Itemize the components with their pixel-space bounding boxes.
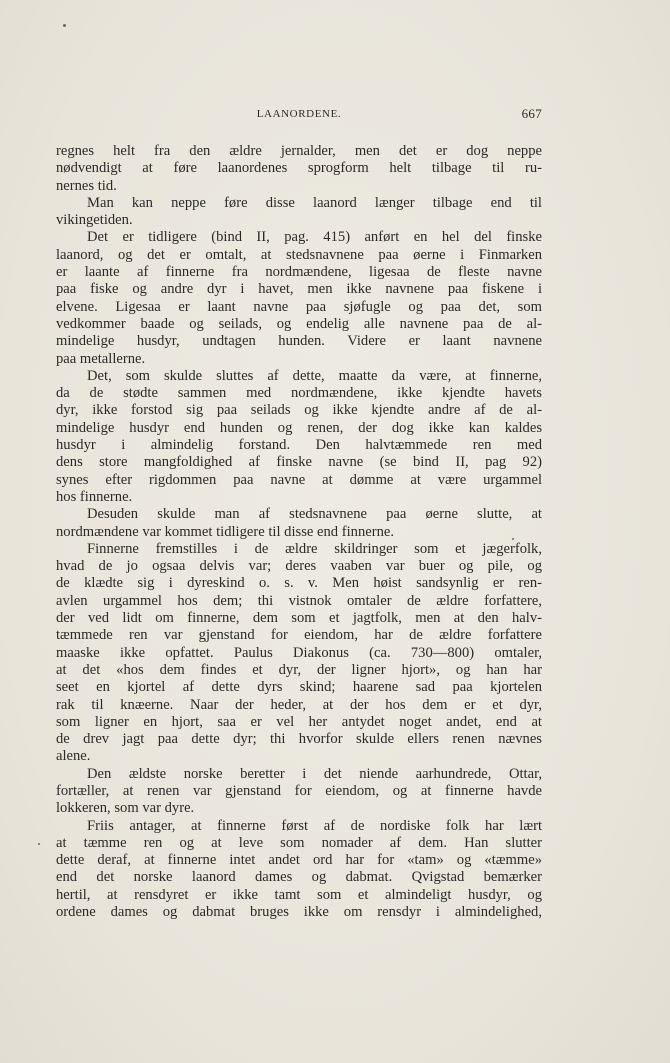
text-line: der ved lidt om finnerne, dem som et jagtfolk, men at den halv- — [56, 610, 542, 627]
text-line: er laante af finnerne fra nordmændene, ligesaa de fleste navne — [56, 264, 542, 281]
text-line: paa fiske og andre dyr i havet, men ikke navnene paa fiskene i — [56, 281, 542, 298]
text-line: tæmmede ren var gjenstand for eiendom, har de ældre forfattere — [56, 627, 542, 644]
text-line: ordene dames og dabmat bruges ikke om rensdyr i almindelighed, — [56, 904, 542, 921]
text-line: laanord, og det er omtalt, at stedsnavnene paa øerne i Finmarken — [56, 246, 542, 263]
text-line: lokkeren, som var dyre. — [56, 800, 195, 817]
text-line: alene. — [56, 748, 91, 765]
text-line: husdyr i almindelig forstand. Den halvtæmmede ren med — [56, 437, 542, 454]
text-line: som ligner en hjort, saa er vel her antydet noget andet, end at — [56, 713, 542, 730]
text-line: end det norske laanord dames og dabmat. Qvigstad bemærker — [56, 869, 542, 886]
text-line: at det «hos dem findes et dyr, der ligner hjort», og han har — [56, 661, 542, 678]
text-line: hos finnerne. — [56, 488, 133, 505]
text-line: elvene. Ligesaa er laant navne paa sjøfugle og paa det, som — [56, 298, 542, 315]
text-line: avlen urgammel hos dem; thi vistnok omtaler de ældre forfattere, — [56, 592, 542, 609]
text-line: regnes helt fra den ældre jernalder, men det er dog neppe — [56, 143, 542, 159]
running-header — [56, 108, 542, 124]
text-line: nordmændene var kommet tidligere til disse end finnerne. — [56, 523, 395, 540]
text-line: rak til knæerne. Naar der heder, at der hos dem er et dyr, — [56, 696, 542, 713]
text-line: dyr, ikke forstod sig paa seilads og ikke kjendte andre af de al- — [56, 402, 542, 419]
text-line: hertil, at rensdyret er ikke tamt som et almindeligt husdyr, og — [56, 886, 542, 903]
text-line: da de stødte sammen med nordmændene, ikke kjendte havets — [56, 385, 542, 402]
page-number: 667 — [521, 106, 542, 121]
text-line: Man kan neppe føre disse laanord længer tilbage end til — [87, 194, 542, 211]
text-line: fortæller, at renen var gjenstand for eiendom, og at finnerne havde — [56, 782, 542, 799]
text-line: Desuden skulde man af stedsnavnene paa øerne slutte, at — [87, 506, 542, 523]
paper-speck — [63, 24, 66, 27]
text-line: seet en kjortel af dette dyrs skind; haarene sad paa kjortelen — [56, 679, 542, 696]
running-title: LAANORDENE. — [256, 108, 342, 120]
text-line: Friis antager, at finnerne først af de nordiske folk har lært — [87, 817, 542, 834]
text-line: at tæmme ren og at leve som nomader af dem. Han slutter — [56, 834, 542, 851]
text-line: dens store mangfoldighed af finske navne (se bind II, pag 92) — [56, 454, 542, 471]
text-line: hvad de jo ogsaa delvis var; deres vaaben var buer og pile, og — [56, 558, 542, 575]
paper-speck — [512, 538, 514, 540]
text-line: Det er tidligere (bind II, pag. 415) anført en hel del finske — [87, 229, 542, 246]
text-line: paa metallerne. — [56, 350, 146, 367]
text-line: dette deraf, at finnerne intet andet ord har for «tam» og «tæmme» — [56, 852, 542, 869]
text-line: vedkommer baade og seilads, og endelig alle navnene paa de al- — [56, 315, 542, 332]
text-line: maaske ikke opfattet. Paulus Diakonus (ca. 730—800) omtaler, — [56, 644, 542, 661]
text-line: nødvendigt at føre laanordenes sprogform helt tilbage til ru- — [56, 160, 542, 177]
text-line: Det, som skulde sluttes af dette, maatte da være, at finnerne, — [87, 367, 542, 384]
text-line: de klædte sig i dyreskind o. s. v. Men høist sandsynlig er ren- — [56, 575, 542, 592]
text-line: mindelige husdyr, undtagen hunden. Videre er laant navnene — [56, 333, 542, 350]
text-line: mindelige husdyr end hunden og renen, der dog ikke kan kaldes — [56, 419, 542, 436]
text-line: Finnerne fremstilles i de ældre skildringer som et jægerfolk, — [87, 540, 542, 557]
text-line: nernes tid. — [56, 177, 117, 194]
text-line: vikingetiden. — [56, 212, 133, 229]
text-line: Den ældste norske beretter i det niende aarhundrede, Ottar, — [87, 765, 542, 782]
text-line: de drev jagt paa dette dyr; thi hvorfor skulde ellers renen nævnes — [56, 731, 542, 748]
paper-speck — [38, 843, 40, 845]
text-line: synes efter rigdommen paa navne at dømme at være urgammel — [56, 471, 542, 488]
body-text — [56, 143, 542, 921]
